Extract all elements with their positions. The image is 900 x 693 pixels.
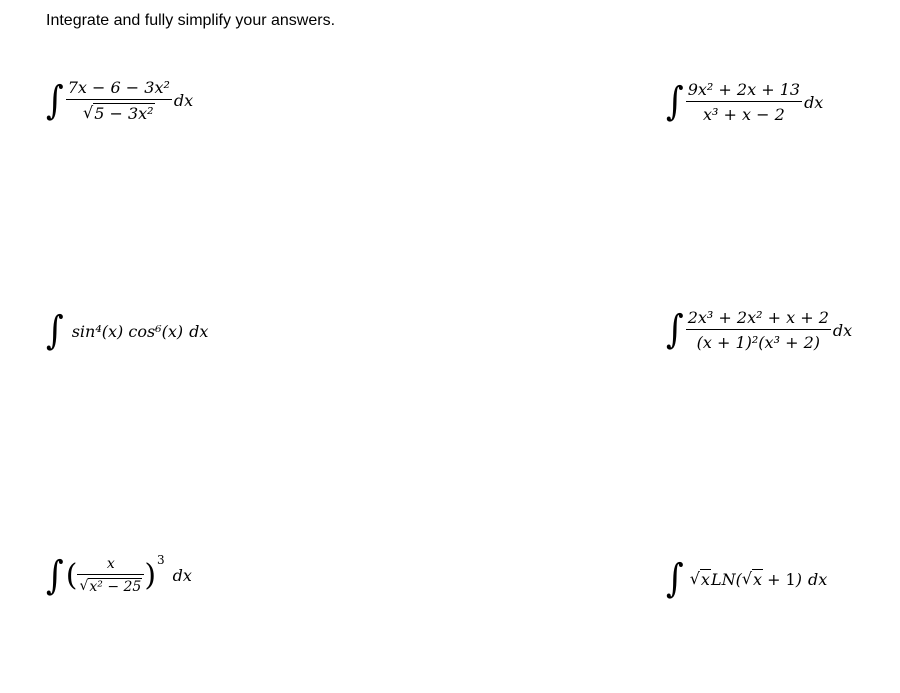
integral-sign: ∫: [46, 77, 64, 124]
right-paren: ): [795, 569, 802, 589]
problem-3-differential: dx: [189, 321, 209, 341]
problem-3-integrand: sin⁴(x) cos⁶(x): [71, 321, 184, 341]
problem-1: [46, 78, 193, 123]
problem-5-radicand: x² − 25: [89, 579, 142, 595]
problem-1-numerator: 7x − 6 − 3x²: [67, 78, 170, 97]
problem-5: [46, 552, 192, 599]
problem-6-inner-tail: + 1: [767, 569, 796, 589]
sqrt-radical: [690, 569, 711, 589]
problem-4-numerator: 2x³ + 2x² + x + 2: [687, 308, 829, 327]
problem-1-differential: dx: [173, 91, 194, 110]
left-paren: (: [65, 557, 78, 593]
problem-5-exponent: 3: [157, 552, 165, 567]
problem-5-fraction: [77, 556, 144, 595]
instructions-text: Integrate and fully simplify your answers.: [46, 12, 336, 29]
problem-2-denominator: x³ + x − 2: [702, 105, 785, 124]
left-paren: (: [735, 569, 742, 589]
problem-1-denominator: [81, 100, 157, 123]
problem-4-fraction: [686, 308, 831, 352]
problem-2-numerator: 9x² + 2x + 13: [687, 80, 801, 99]
problem-1-radicand: 5 − 3x²: [94, 104, 154, 123]
problem-6: [666, 556, 828, 602]
integral-sign: ∫: [666, 307, 684, 353]
sqrt-icon: √: [83, 103, 94, 122]
problem-1-fraction: [66, 78, 172, 123]
problem-6-inner-radicand: x: [753, 570, 763, 589]
problem-6-differential: dx: [807, 569, 828, 589]
sqrt-icon: √: [689, 569, 700, 588]
sqrt-icon: √: [741, 569, 753, 588]
problem-2-fraction: [686, 80, 802, 124]
problem-5-denominator: [77, 575, 144, 595]
integral-sign: ∫: [666, 556, 684, 602]
sqrt-radical: [79, 578, 142, 595]
problem-5-differential: dx: [172, 566, 192, 585]
integral-sign: ∫: [46, 308, 64, 354]
problem-4-denominator: (x + 1)²(x³ + 2): [696, 333, 820, 352]
problem-3: [46, 308, 209, 354]
problem-4: [666, 308, 852, 352]
sqrt-radical: [742, 569, 763, 589]
problem-5-numerator: x: [106, 556, 115, 572]
problem-4-differential: dx: [832, 320, 853, 340]
sqrt-icon: √: [79, 578, 89, 594]
right-paren: ): [144, 557, 157, 593]
problem-6-sqrt-arg: x: [700, 570, 710, 589]
sqrt-radical: [83, 103, 155, 123]
integral-sign: ∫: [46, 552, 64, 599]
integral-sign: ∫: [666, 79, 684, 125]
problem-2: [666, 80, 823, 124]
problem-6-ln-label: LN: [710, 569, 736, 589]
problem-2-differential: dx: [804, 92, 824, 112]
